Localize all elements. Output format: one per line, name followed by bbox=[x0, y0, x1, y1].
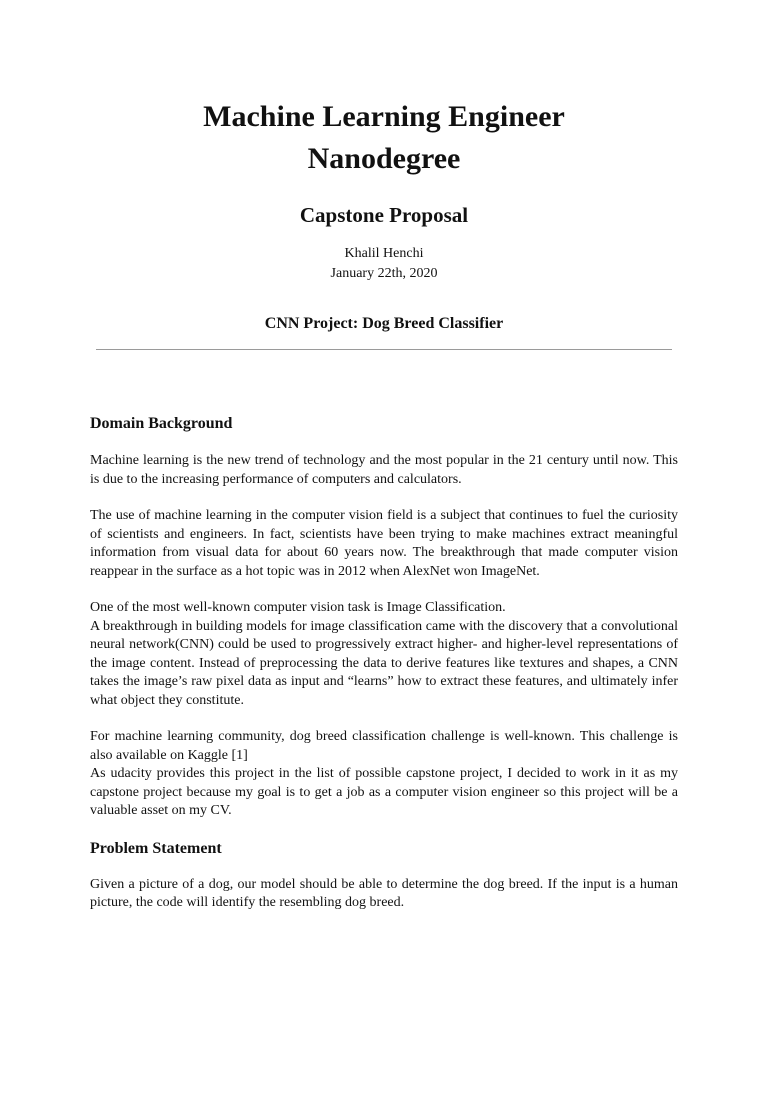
title-divider bbox=[96, 349, 672, 350]
title-line-2: Nanodegree bbox=[307, 142, 461, 175]
author-name: Khalil Henchi bbox=[344, 246, 424, 261]
paragraph: Machine learning is the new trend of technology and the most popular in the 21 century until now. This is due to the increasing performance of computers and calculators. bbox=[90, 453, 678, 487]
title-line-1: Machine Learning Engineer bbox=[203, 100, 565, 133]
document-page bbox=[0, 96, 768, 1120]
document-date: January 22th, 2020 bbox=[330, 266, 438, 281]
paragraph: For machine learning community, dog breed classification challenge is well-known. This challenge is also available on Kaggle [1] bbox=[90, 729, 678, 763]
paragraph: Given a picture of a dog, our model should be able to determine the dog breed. If the input is a human picture, the code will identify the resembling dog breed. bbox=[90, 876, 678, 910]
paragraph: As udacity provides this project in the list of possible capstone project, I decided to work in it as my capstone project because my goal is to get a job as a computer vision engineer so this project will be a valuable asset on my CV. bbox=[90, 766, 678, 818]
section-heading-problem-statement: Problem Statement bbox=[90, 839, 222, 857]
section-heading-domain-background: Domain Background bbox=[90, 415, 233, 432]
paragraph: A breakthrough in building models for image classification came with the discovery that a convolutional neural network(CNN) could be used to progressively extract higher- and higher-level representations of the image content. Instead of preprocessing the data to derive features like textures and shapes, a CNN takes the image’s raw pixel data as input and “learns” how to extract these features, and ultimately infer what object they constitute. bbox=[90, 618, 678, 708]
author-block bbox=[90, 244, 678, 284]
paragraph: The use of machine learning in the computer vision field is a subject that continues to fuel the curiosity of scientists and engineers. In fact, scientists have been trying to make machines extract meaningful information from visual data for about 60 years now. The breakthrough that made computer vision reappear in the surface as a hot topic was in 2012 when AlexNet won ImageNet. bbox=[90, 508, 678, 579]
project-title: CNN Project: Dog Breed Classifier bbox=[264, 315, 504, 332]
paragraph: One of the most well-known computer vision task is Image Classification. bbox=[90, 600, 506, 615]
document-subtitle: Capstone Proposal bbox=[299, 203, 469, 227]
document-title bbox=[90, 96, 678, 180]
